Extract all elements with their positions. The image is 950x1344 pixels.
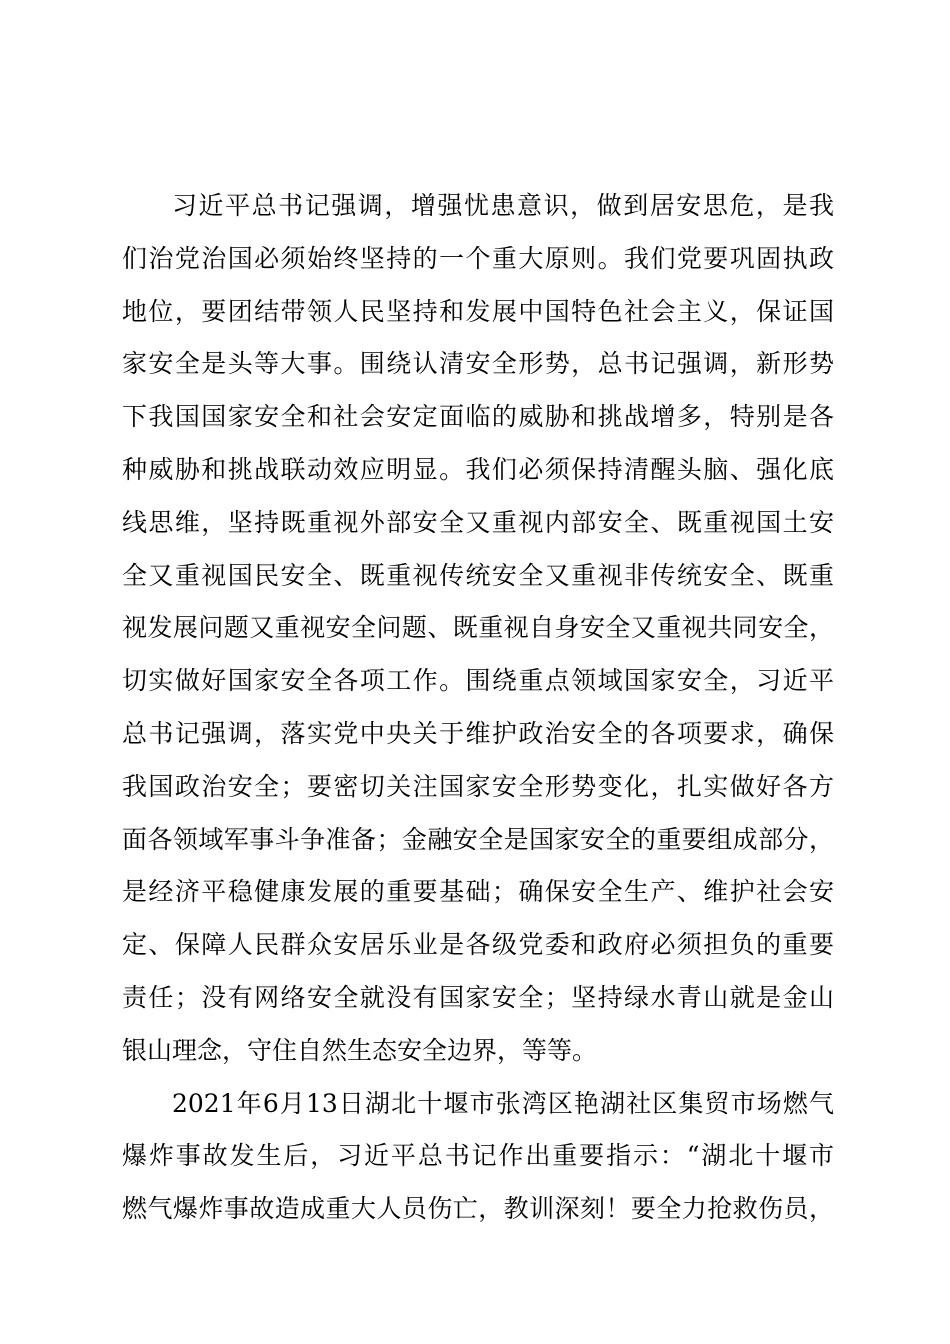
text-line: 线思维，坚持既重视外部安全又重视内部安全、既重视国土安 bbox=[122, 507, 834, 537]
text-line: 切实做好国家安全各项工作。围绕重点领域国家安全，习近平 bbox=[122, 666, 834, 696]
text-line: 定、保障人民群众安居乐业是各级党委和政府必须担负的重要 bbox=[122, 930, 834, 960]
document-body bbox=[122, 180, 834, 1236]
text-line: 下我国国家安全和社会安定面临的威胁和挑战增多，特别是各 bbox=[122, 402, 834, 432]
paragraph-2 bbox=[122, 1078, 834, 1236]
text-line: 银山理念，守住自然生态安全边界，等等。 bbox=[122, 1035, 598, 1065]
text-line: 种威胁和挑战联动效应明显。我们必须保持清醒头脑、强化底 bbox=[122, 454, 834, 484]
paragraph-1 bbox=[122, 180, 834, 1078]
text-line: 我国政治安全；要密切关注国家安全形势变化，扎实做好各方 bbox=[122, 771, 834, 801]
text-line: 习近平总书记强调，增强忧患意识，做到居安思危，是我 bbox=[172, 191, 834, 220]
text-line: 爆炸事故发生后，习近平总书记作出重要指示：“湖北十堰市 bbox=[122, 1141, 834, 1171]
text-line: 是经济平稳健康发展的重要基础；确保安全生产、维护社会安 bbox=[122, 877, 834, 907]
text-line: 总书记强调，落实党中央关于维护政治安全的各项要求，确保 bbox=[122, 718, 834, 748]
text-line: 家安全是头等大事。围绕认清安全形势，总书记强调，新形势 bbox=[122, 349, 834, 379]
text-line: 面各领域军事斗争准备；金融安全是国家安全的重要组成部分， bbox=[122, 824, 834, 854]
text-line: 燃气爆炸事故造成重大人员伤亡，教训深刻！要全力抢救伤员， bbox=[122, 1194, 834, 1224]
text-line: 们治党治国必须始终坚持的一个重大原则。我们党要巩固执政 bbox=[122, 243, 834, 273]
text-line: 2021年6月13日湖北十堰市张湾区艳湖社区集贸市场燃气 bbox=[172, 1088, 834, 1118]
text-line: 责任；没有网络安全就没有国家安全；坚持绿水青山就是金山 bbox=[122, 982, 834, 1012]
text-line: 全又重视国民安全、既重视传统安全又重视非传统安全、既重 bbox=[122, 560, 834, 590]
text-line: 地位，要团结带领人民坚持和发展中国特色社会主义，保证国 bbox=[122, 296, 834, 326]
text-line: 视发展问题又重视安全问题、既重视自身安全又重视共同安全， bbox=[122, 613, 834, 643]
